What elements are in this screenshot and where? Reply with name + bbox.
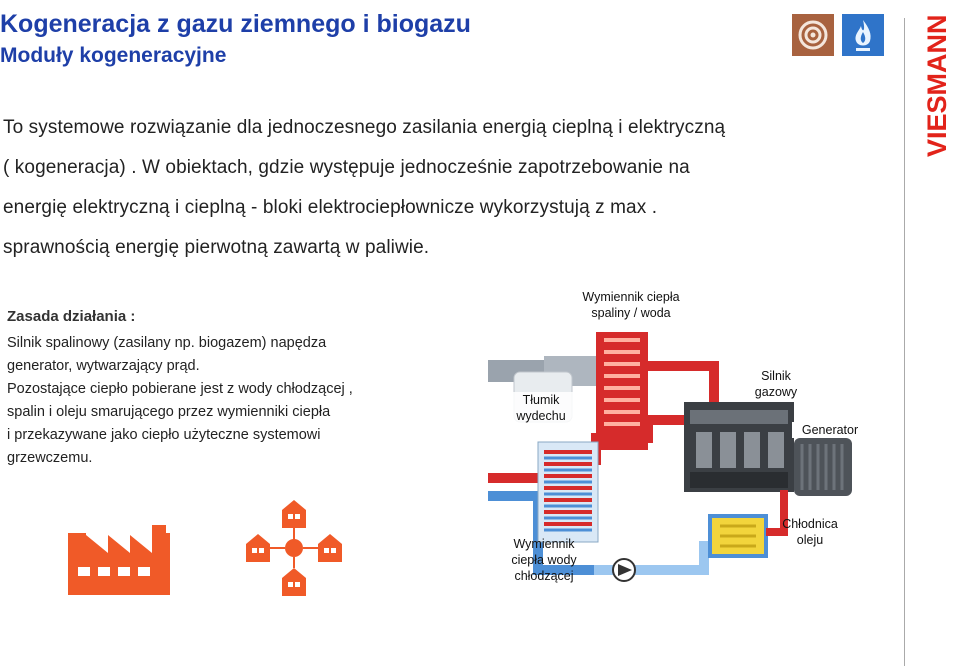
- intro-line-4: sprawnością energię pierwotną zawartą w paliwie.: [3, 237, 430, 258]
- houses-network-icon: [244, 498, 344, 598]
- principle-line-3: Pozostające ciepło pobierane jest z wody chłodzącej ,: [7, 381, 353, 397]
- intro-line-1: To systemowe rozwiązanie dla jednoczesnego zasilania energią cieplną i elektryczną: [3, 117, 726, 138]
- intro-line-3: energię elektryczną i cieplną - bloki elektrociepłownicze wykorzystują z max .: [3, 197, 658, 218]
- principle-line-1: Silnik spalinowy (zasilany np. biogazem) napędza: [7, 335, 327, 351]
- engine-label: Silnik gazowy: [754, 369, 798, 399]
- intro-line-2: ( kogeneracja) . W obiektach, gdzie występuje jednocześnie zapotrzebowanie na: [3, 157, 690, 178]
- page-title: Kogeneracja z gazu ziemnego i biogazu: [0, 10, 471, 38]
- principle-line-4: spalin i oleju smarującego przez wymienniki ciepła: [7, 404, 331, 420]
- principle-line-6: grzewczemu.: [7, 450, 93, 466]
- page-subtitle: Moduły kogeneracyjne: [0, 44, 227, 67]
- factory-icon: [68, 525, 170, 595]
- viessmann-logo: [918, 14, 954, 164]
- divider-line: [904, 18, 905, 666]
- exhaust-exchanger-label: Wymiennik ciepła spaliny / woda: [582, 290, 680, 320]
- principle-line-5: i przekazywane jako ciepło użyteczne systemowi: [7, 427, 321, 443]
- muffler-label: Tłumik wydechu: [508, 392, 574, 424]
- gas-flame-icon: [842, 14, 884, 56]
- oil-cooler-label: Chłodnica oleju: [782, 517, 838, 547]
- water-exchanger-label: Wymiennik ciepła wody chłodzącej: [511, 537, 577, 583]
- principle-line-2: generator, wytwarzający prąd.: [7, 358, 200, 374]
- logo-text: VIESMANN: [922, 14, 952, 157]
- generator-label: Generator: [792, 422, 868, 438]
- principle-heading: Zasada działania :: [7, 308, 136, 325]
- heat-source-icon: [792, 14, 834, 56]
